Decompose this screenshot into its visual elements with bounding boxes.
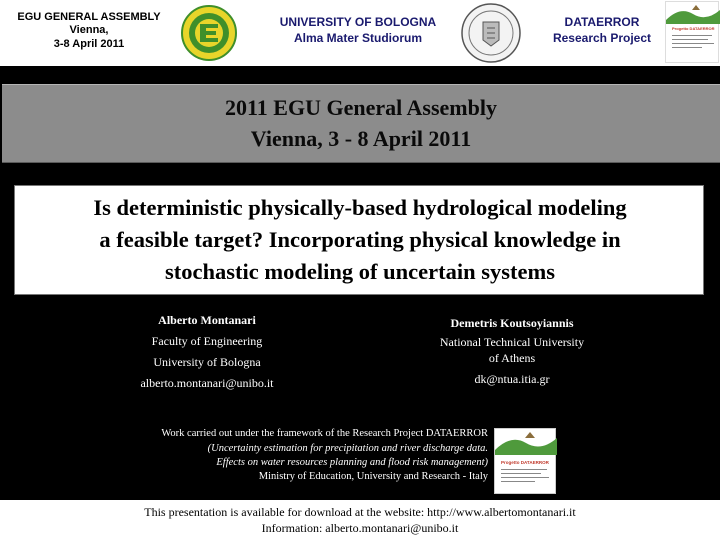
- funding-line-1: Work carried out under the framework of the Research Project DATAERROR: [161, 428, 488, 439]
- egu-line-2: Vienna,: [69, 24, 109, 37]
- author-affiliation: National Technical University: [439, 335, 585, 349]
- conference-banner: [2, 84, 720, 163]
- cover-text-line: [672, 35, 712, 36]
- project-cover-thumbnail-icon: [665, 1, 719, 63]
- cover-text-line: [501, 477, 549, 478]
- funding-line-3: Effects on water resources planning and flood risk management): [216, 457, 488, 468]
- title-line-1: Is deterministic physically-based hydrological modeling: [93, 195, 627, 220]
- author-affiliation: University of Bologna: [153, 355, 261, 369]
- project-line-1: DATAERROR: [564, 15, 640, 29]
- footer-download-note[interactable]: This presentation is available for download at the website: http://www.albertomontanari.it: [144, 505, 576, 519]
- project-cover-title: Progetto DATAERROR: [672, 26, 715, 31]
- cover-text-line: [501, 473, 541, 474]
- egu-line-3: 3-8 April 2011: [53, 37, 125, 50]
- project-line-2: Research Project: [552, 30, 652, 45]
- cover-text-line: [672, 47, 702, 48]
- author-affiliation: of Athens: [488, 351, 536, 365]
- conference-dates: Vienna, 3 - 8 April 2011: [250, 126, 472, 151]
- header-bar: [0, 0, 720, 66]
- presentation-title: [14, 185, 704, 295]
- author-name: Alberto Montanari: [158, 313, 256, 327]
- cover-text-line: [672, 39, 708, 40]
- author-affiliation: Faculty of Engineering: [151, 334, 263, 348]
- conference-name: 2011 EGU General Assembly: [225, 95, 497, 120]
- landscape-icon: [666, 2, 720, 24]
- landscape-icon: [495, 429, 557, 455]
- footer-contact[interactable]: Information: alberto.montanari@unibo.it: [261, 521, 459, 535]
- cover-text-line: [672, 43, 714, 44]
- egu-logo-icon: [180, 4, 238, 62]
- author-block: [402, 313, 622, 393]
- cover-text-line: [501, 481, 535, 482]
- project-cover-title: Progetto DATAERROR: [501, 460, 549, 465]
- cover-text-line: [501, 469, 547, 470]
- university-label: [248, 15, 468, 46]
- divider-strip: [0, 66, 720, 82]
- university-line-1: UNIVERSITY OF BOLOGNA: [279, 15, 437, 29]
- author-email[interactable]: dk@ntua.itia.gr: [474, 372, 550, 386]
- author-block: [97, 313, 317, 393]
- footer: [0, 500, 720, 540]
- project-label: [540, 15, 664, 46]
- project-cover-thumbnail-icon: [494, 428, 556, 494]
- egu-line-1: EGU GENERAL ASSEMBLY: [17, 11, 161, 23]
- university-seal-icon: [452, 2, 530, 64]
- author-email[interactable]: alberto.montanari@unibo.it: [140, 376, 274, 390]
- funding-line-2: (Uncertainty estimation for precipitation and river discharge data.: [207, 443, 488, 454]
- egu-assembly-label: [4, 11, 174, 51]
- university-line-2: Alma Mater Studiorum: [293, 30, 422, 45]
- title-line-2: a feasible target? Incorporating physical knowledge in: [99, 227, 621, 252]
- funding-line-4: Ministry of Education, University and Research - Italy: [258, 471, 488, 482]
- author-name: Demetris Koutsoyiannis: [450, 316, 574, 330]
- title-line-3: stochastic modeling of uncertain systems: [165, 259, 555, 284]
